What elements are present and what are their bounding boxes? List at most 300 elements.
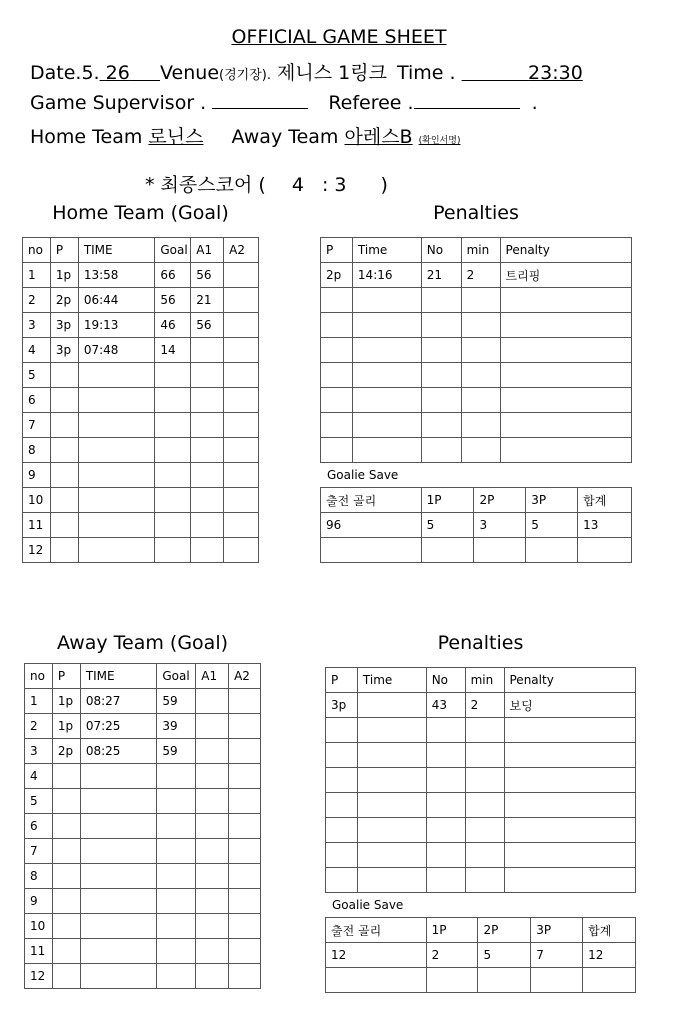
column-header: 3P — [526, 488, 578, 513]
table-cell — [191, 388, 224, 413]
table-cell: 07:48 — [78, 338, 155, 363]
table-cell — [155, 538, 191, 563]
table-cell — [321, 438, 353, 463]
table-row — [23, 438, 259, 463]
table-row — [23, 263, 259, 288]
table-cell — [80, 964, 157, 989]
table-cell: 12 — [326, 943, 427, 968]
table-row — [23, 313, 259, 338]
table-cell — [504, 768, 636, 793]
table-cell: 10 — [23, 488, 51, 513]
table-cell: 14:16 — [352, 263, 421, 288]
table-cell — [352, 438, 421, 463]
table-cell — [321, 538, 422, 563]
table-cell: 9 — [23, 463, 51, 488]
table-row — [23, 363, 259, 388]
table-cell — [357, 693, 426, 718]
table-cell — [155, 413, 191, 438]
away-penalties-title: Penalties — [437, 632, 524, 654]
table-cell — [196, 839, 229, 864]
home-goalie-save-label: Goalie Save — [327, 468, 399, 482]
column-header: No — [421, 238, 461, 263]
venue-sub-label: (경기장). — [219, 68, 271, 83]
table-cell — [421, 438, 461, 463]
date-venue-time-line — [30, 58, 583, 85]
table-cell — [196, 889, 229, 914]
column-header: 1P — [421, 488, 474, 513]
table-row — [321, 538, 632, 563]
column-header: P — [326, 668, 358, 693]
table-cell — [352, 413, 421, 438]
table-cell: 19:13 — [78, 313, 155, 338]
table-cell — [461, 438, 500, 463]
table-cell — [229, 764, 261, 789]
table-cell — [465, 793, 504, 818]
column-header: 3P — [531, 918, 583, 943]
table-cell — [326, 968, 427, 993]
table-cell — [465, 868, 504, 893]
supervisor-referee-line — [30, 90, 538, 114]
table-cell — [224, 463, 259, 488]
column-header: 출전 골리 — [321, 488, 422, 513]
table-row — [25, 839, 261, 864]
table-cell: 5 — [478, 943, 531, 968]
away-goal-table-header-row — [25, 664, 261, 689]
table-row — [321, 438, 632, 463]
column-header: P — [52, 664, 80, 689]
table-cell — [426, 818, 465, 843]
table-cell — [78, 388, 155, 413]
column-header: 합계 — [578, 488, 632, 513]
table-cell — [421, 538, 474, 563]
table-cell — [155, 488, 191, 513]
table-cell — [357, 868, 426, 893]
table-cell — [326, 718, 358, 743]
table-row — [25, 939, 261, 964]
table-cell — [504, 818, 636, 843]
table-row — [23, 388, 259, 413]
table-cell: 59 — [157, 689, 196, 714]
column-header: Goal — [157, 664, 196, 689]
table-row — [23, 513, 259, 538]
table-cell: 3p — [50, 313, 78, 338]
table-cell — [352, 388, 421, 413]
away-goal-table — [24, 663, 261, 989]
table-cell — [191, 363, 224, 388]
table-row — [326, 768, 636, 793]
table-cell — [191, 413, 224, 438]
table-cell — [157, 839, 196, 864]
table-row — [23, 538, 259, 563]
table-cell — [80, 764, 157, 789]
table-cell — [157, 864, 196, 889]
table-cell — [229, 739, 261, 764]
table-cell — [196, 764, 229, 789]
home-goalie-table-header-row — [321, 488, 632, 513]
away-goalie-table-header-row — [326, 918, 636, 943]
supervisor-field — [212, 90, 308, 109]
table-cell — [474, 538, 526, 563]
table-cell — [500, 338, 631, 363]
away-penalty-table — [325, 667, 636, 893]
column-header: A1 — [191, 238, 224, 263]
away-team-value: 아레스B — [344, 126, 413, 148]
table-row — [25, 964, 261, 989]
table-cell — [52, 964, 80, 989]
column-header: A2 — [224, 238, 259, 263]
table-cell — [78, 488, 155, 513]
table-cell: 06:44 — [78, 288, 155, 313]
table-cell — [224, 438, 259, 463]
final-score-label: * 최종스코어 ( — [145, 174, 266, 196]
table-cell — [229, 714, 261, 739]
table-cell — [326, 818, 358, 843]
table-cell: 9 — [25, 889, 53, 914]
table-cell — [196, 814, 229, 839]
table-cell — [196, 789, 229, 814]
table-cell: 56 — [155, 288, 191, 313]
table-cell — [52, 814, 80, 839]
table-cell: 56 — [191, 313, 224, 338]
table-cell — [78, 438, 155, 463]
column-header: min — [465, 668, 504, 693]
table-cell — [321, 338, 353, 363]
away-penalty-table-header-row — [326, 668, 636, 693]
table-cell — [50, 463, 78, 488]
table-cell — [157, 814, 196, 839]
table-cell — [229, 939, 261, 964]
table-row — [326, 818, 636, 843]
table-cell — [421, 313, 461, 338]
table-cell — [461, 363, 500, 388]
table-cell: 43 — [426, 693, 465, 718]
table-cell — [78, 538, 155, 563]
table-cell — [80, 864, 157, 889]
table-cell — [157, 764, 196, 789]
venue-label: Venue — [160, 62, 220, 84]
table-cell — [531, 968, 583, 993]
table-cell — [421, 288, 461, 313]
table-cell — [224, 513, 259, 538]
table-cell: 트리핑 — [500, 263, 631, 288]
table-cell — [191, 488, 224, 513]
table-cell: 2 — [465, 693, 504, 718]
table-cell — [196, 739, 229, 764]
table-cell — [465, 718, 504, 743]
final-score — [145, 170, 388, 197]
table-cell: 4 — [23, 338, 51, 363]
table-row — [326, 743, 636, 768]
table-cell — [352, 288, 421, 313]
column-header: no — [25, 664, 53, 689]
column-header: P — [50, 238, 78, 263]
table-cell — [357, 768, 426, 793]
column-header: TIME — [80, 664, 157, 689]
table-cell: 3 — [23, 313, 51, 338]
table-cell — [229, 864, 261, 889]
column-header: No — [426, 668, 465, 693]
table-cell — [326, 868, 358, 893]
table-cell: 8 — [25, 864, 53, 889]
table-cell: 2p — [321, 263, 353, 288]
table-cell — [321, 363, 353, 388]
table-cell — [352, 363, 421, 388]
column-header: P — [321, 238, 353, 263]
column-header: A2 — [229, 664, 261, 689]
column-header: Penalty — [504, 668, 636, 693]
table-cell — [80, 814, 157, 839]
date-value: 26 — [105, 62, 130, 84]
table-row — [321, 263, 632, 288]
table-cell — [196, 964, 229, 989]
table-cell: 96 — [321, 513, 422, 538]
home-team-value: 로닌스 — [148, 126, 204, 148]
table-cell — [50, 388, 78, 413]
table-cell — [526, 538, 578, 563]
column-header: Time — [352, 238, 421, 263]
table-cell — [357, 843, 426, 868]
table-cell: 08:25 — [80, 739, 157, 764]
table-cell — [50, 438, 78, 463]
table-cell — [191, 538, 224, 563]
table-row — [25, 864, 261, 889]
table-cell — [229, 839, 261, 864]
table-cell — [426, 843, 465, 868]
table-cell — [52, 864, 80, 889]
final-score-close: ) — [380, 174, 388, 196]
table-cell: 12 — [23, 538, 51, 563]
table-row — [326, 968, 636, 993]
table-cell — [465, 768, 504, 793]
table-cell — [52, 839, 80, 864]
table-cell — [155, 463, 191, 488]
table-cell: 1 — [23, 263, 51, 288]
table-cell — [191, 463, 224, 488]
table-cell — [465, 818, 504, 843]
table-cell — [500, 288, 631, 313]
table-cell — [224, 288, 259, 313]
table-cell: 보딩 — [504, 693, 636, 718]
confirm-label: (확인서명) — [418, 136, 461, 146]
home-penalty-table-header-row — [321, 238, 632, 263]
column-header: min — [461, 238, 500, 263]
table-cell: 3p — [50, 338, 78, 363]
table-cell — [50, 413, 78, 438]
table-cell — [196, 714, 229, 739]
table-cell — [578, 538, 632, 563]
table-row — [25, 739, 261, 764]
table-cell — [426, 768, 465, 793]
table-cell: 13 — [578, 513, 632, 538]
table-cell — [426, 718, 465, 743]
table-cell — [157, 964, 196, 989]
table-row — [326, 693, 636, 718]
table-cell — [224, 388, 259, 413]
home-penalty-table — [320, 237, 632, 463]
time-label: Time . — [396, 62, 456, 84]
referee-tail: . — [531, 92, 538, 114]
table-cell — [357, 818, 426, 843]
table-cell — [224, 488, 259, 513]
table-cell: 1p — [52, 689, 80, 714]
table-cell: 2p — [52, 739, 80, 764]
table-cell — [78, 363, 155, 388]
column-header: 2P — [474, 488, 526, 513]
table-cell — [50, 513, 78, 538]
table-cell: 21 — [421, 263, 461, 288]
table-cell — [80, 889, 157, 914]
table-cell — [80, 914, 157, 939]
table-cell — [50, 363, 78, 388]
column-header: no — [23, 238, 51, 263]
table-cell — [465, 843, 504, 868]
table-cell: 3 — [474, 513, 526, 538]
table-cell: 2 — [23, 288, 51, 313]
table-cell — [326, 768, 358, 793]
table-cell — [224, 363, 259, 388]
table-cell — [196, 689, 229, 714]
table-row — [326, 718, 636, 743]
time-value: 23:30 — [528, 62, 583, 84]
column-header: 2P — [478, 918, 531, 943]
table-cell — [52, 914, 80, 939]
table-cell — [80, 939, 157, 964]
table-cell — [157, 914, 196, 939]
table-cell — [229, 689, 261, 714]
table-cell — [426, 793, 465, 818]
table-cell: 56 — [191, 263, 224, 288]
table-row — [23, 463, 259, 488]
column-header: TIME — [78, 238, 155, 263]
table-cell — [352, 338, 421, 363]
table-cell: 5 — [23, 363, 51, 388]
away-team-label: Away Team — [231, 126, 339, 148]
table-cell — [357, 718, 426, 743]
table-row — [321, 513, 632, 538]
table-cell: 2 — [461, 263, 500, 288]
table-cell — [326, 743, 358, 768]
table-cell — [224, 413, 259, 438]
table-cell — [426, 743, 465, 768]
table-cell — [224, 538, 259, 563]
table-cell — [357, 743, 426, 768]
table-cell: 6 — [23, 388, 51, 413]
table-row — [23, 338, 259, 363]
table-cell — [157, 939, 196, 964]
venue-value: 제니스 1링크 — [277, 62, 387, 84]
table-cell: 6 — [25, 814, 53, 839]
table-row — [326, 793, 636, 818]
table-cell: 12 — [583, 943, 636, 968]
table-cell — [52, 889, 80, 914]
table-cell: 1p — [52, 714, 80, 739]
table-cell — [352, 313, 421, 338]
table-row — [326, 868, 636, 893]
table-cell — [80, 839, 157, 864]
away-score: : 3 — [321, 174, 347, 196]
table-cell — [461, 413, 500, 438]
table-cell — [155, 513, 191, 538]
table-cell — [196, 864, 229, 889]
table-row — [25, 889, 261, 914]
away-goalie-table — [325, 917, 636, 993]
table-cell: 39 — [157, 714, 196, 739]
table-row — [25, 914, 261, 939]
home-goal-table — [22, 237, 259, 563]
table-row — [321, 338, 632, 363]
table-cell — [155, 363, 191, 388]
table-cell: 66 — [155, 263, 191, 288]
table-cell: 2 — [25, 714, 53, 739]
table-cell — [191, 438, 224, 463]
column-header: Penalty — [500, 238, 631, 263]
table-row — [23, 413, 259, 438]
column-header: 출전 골리 — [326, 918, 427, 943]
table-cell — [52, 939, 80, 964]
table-cell: 08:27 — [80, 689, 157, 714]
table-cell: 7 — [531, 943, 583, 968]
table-cell — [500, 413, 631, 438]
table-cell — [500, 363, 631, 388]
table-cell: 2 — [426, 943, 478, 968]
table-cell — [326, 793, 358, 818]
table-cell — [78, 463, 155, 488]
table-row — [326, 843, 636, 868]
table-row — [25, 789, 261, 814]
table-row — [321, 313, 632, 338]
table-cell — [326, 843, 358, 868]
table-cell — [357, 793, 426, 818]
table-cell — [426, 968, 478, 993]
table-cell — [461, 313, 500, 338]
table-cell: 46 — [155, 313, 191, 338]
table-cell — [461, 338, 500, 363]
table-cell — [421, 338, 461, 363]
table-cell: 5 — [421, 513, 474, 538]
table-cell — [52, 764, 80, 789]
table-row — [25, 689, 261, 714]
table-cell: 2p — [50, 288, 78, 313]
table-cell: 7 — [25, 839, 53, 864]
table-cell: 11 — [23, 513, 51, 538]
table-cell — [50, 488, 78, 513]
table-cell — [191, 338, 224, 363]
table-cell — [78, 413, 155, 438]
table-cell — [80, 789, 157, 814]
table-cell — [500, 388, 631, 413]
supervisor-label: Game Supervisor . — [30, 92, 207, 114]
table-cell — [229, 889, 261, 914]
table-cell — [504, 793, 636, 818]
table-cell — [196, 914, 229, 939]
table-cell — [583, 968, 636, 993]
table-row — [23, 288, 259, 313]
column-header: Goal — [155, 238, 191, 263]
table-cell — [421, 388, 461, 413]
home-penalties-title: Penalties — [433, 202, 519, 224]
table-cell: 7 — [23, 413, 51, 438]
table-cell: 1p — [50, 263, 78, 288]
table-cell — [504, 843, 636, 868]
table-cell — [155, 388, 191, 413]
table-row — [321, 363, 632, 388]
referee-label: Referee . — [328, 92, 414, 114]
table-cell — [461, 288, 500, 313]
table-cell — [50, 538, 78, 563]
table-row — [25, 714, 261, 739]
home-goal-title: Home Team (Goal) — [52, 202, 229, 224]
table-row — [326, 943, 636, 968]
